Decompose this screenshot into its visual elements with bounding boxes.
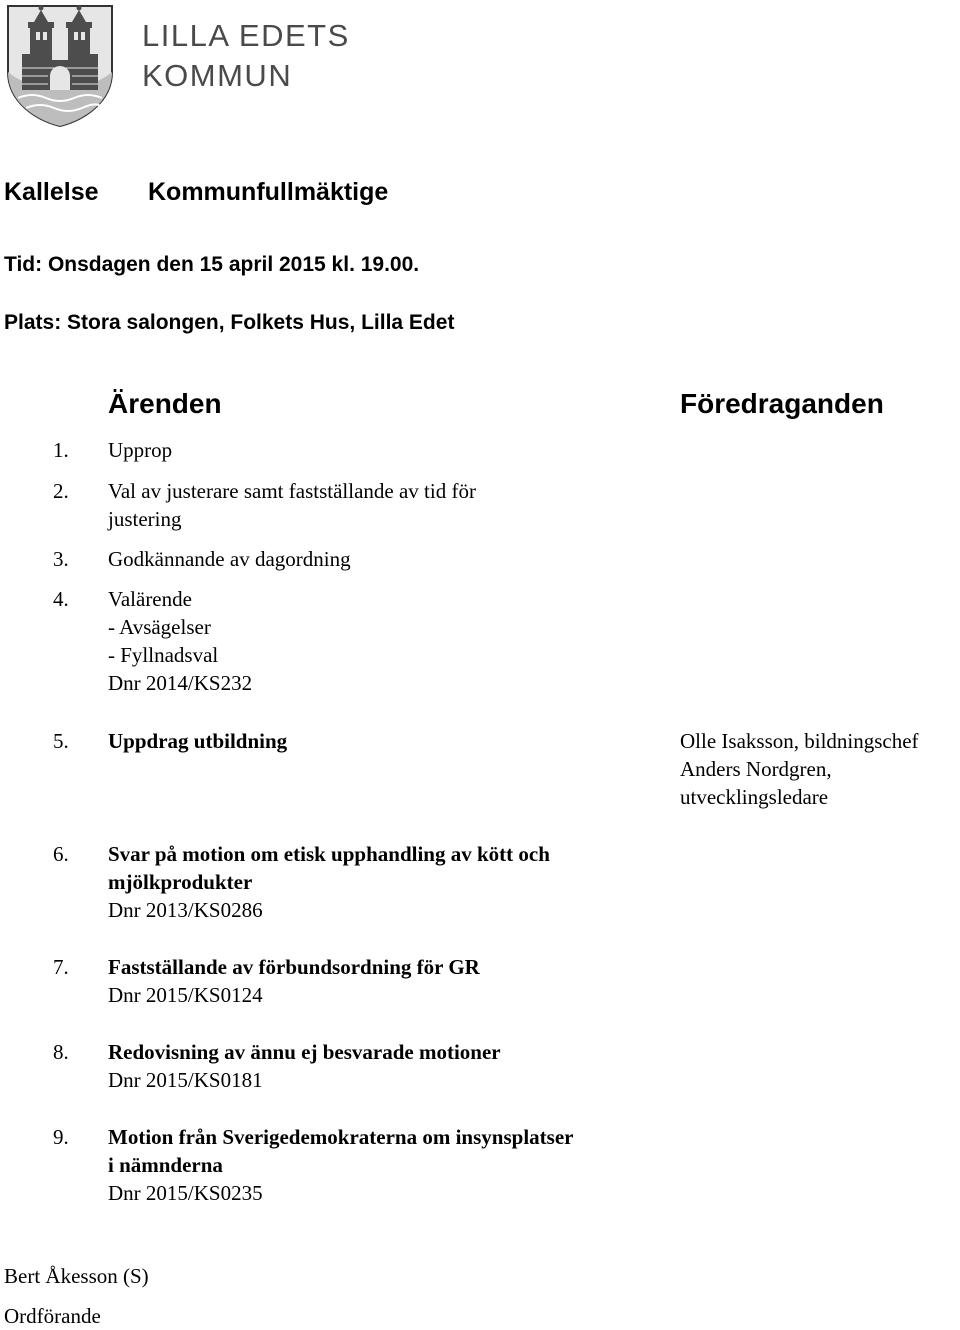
item-number: 4. [53, 587, 69, 611]
item-subline: - Fyllnadsval [108, 643, 219, 667]
signatory-name: Bert Åkesson (S) [4, 1264, 149, 1288]
signatory-role: Ordförande [4, 1304, 101, 1328]
item-dnr: Dnr 2015/KS0181 [108, 1068, 263, 1092]
item-title: Upprop [108, 438, 173, 462]
item-title: Svar på motion om etisk upphandling av kött och [108, 842, 550, 866]
org-name-line2: KOMMUN [142, 58, 293, 93]
presenter-line: Olle Isaksson, bildningschef [680, 729, 919, 753]
item-number: 9. [53, 1125, 69, 1149]
presenter-line: utvecklingsledare [680, 785, 829, 809]
item-title: Motion från Sverigedemokraterna om insynsplatser [108, 1125, 574, 1149]
item-number: 6. [53, 842, 69, 866]
item-dnr: Dnr 2015/KS0124 [108, 983, 263, 1007]
item-title-cont: justering [108, 507, 182, 531]
item-subline: - Avsägelser [108, 615, 211, 639]
doc-body: Kommunfullmäktige [148, 178, 389, 206]
item-title: Godkännande av dagordning [108, 547, 351, 571]
item-title-cont: mjölkprodukter [108, 870, 253, 894]
org-name-line1: LILLA EDETS [142, 18, 350, 53]
meeting-time: Tid: Onsdagen den 15 april 2015 kl. 19.00. [4, 253, 420, 276]
presenter-line: Anders Nordgren, [680, 757, 832, 781]
item-title: Redovisning av ännu ej besvarade motioner [108, 1040, 501, 1064]
presenters-heading: Föredraganden [680, 388, 884, 419]
item-number: 8. [53, 1040, 69, 1064]
item-dnr: Dnr 2014/KS232 [108, 671, 253, 695]
item-title: Val av justerare samt fastställande av tid för [108, 479, 476, 503]
item-title: Uppdrag utbildning [108, 729, 288, 753]
item-number: 5. [53, 729, 69, 753]
item-number: 7. [53, 955, 69, 979]
item-dnr: Dnr 2013/KS0286 [108, 898, 263, 922]
matters-heading: Ärenden [108, 388, 222, 419]
coat-of-arms-icon [4, 2, 116, 128]
doc-kind: Kallelse [4, 178, 99, 206]
item-number: 2. [53, 479, 69, 503]
item-title: Fastställande av förbundsordning för GR [108, 955, 480, 979]
item-title: Valärende [108, 587, 192, 611]
item-dnr: Dnr 2015/KS0235 [108, 1181, 263, 1205]
meeting-place: Plats: Stora salongen, Folkets Hus, Lilla Edet [4, 311, 455, 334]
item-title-cont: i nämnderna [108, 1153, 223, 1177]
item-number: 1. [53, 438, 69, 462]
item-number: 3. [53, 547, 69, 571]
